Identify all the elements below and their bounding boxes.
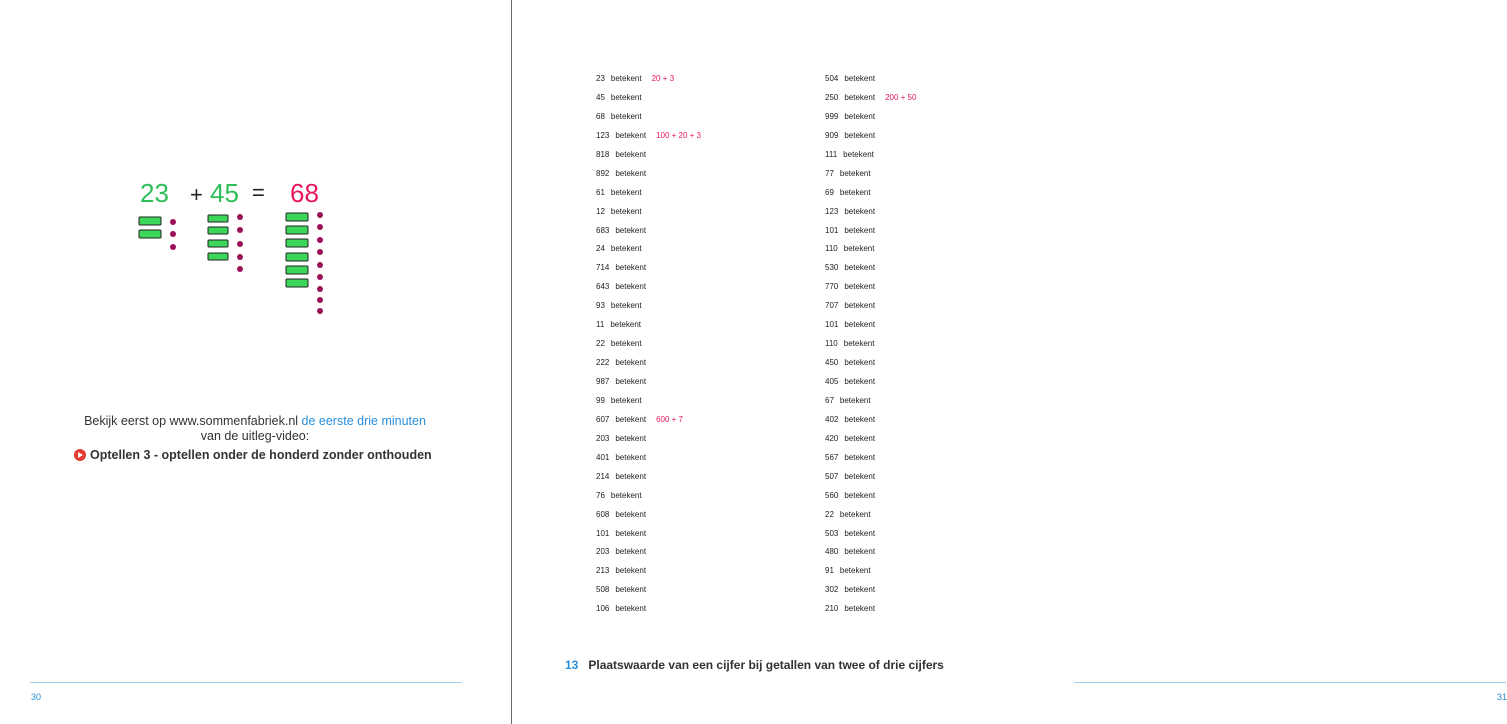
exercise-number: 69 (825, 187, 834, 197)
exercise-row (596, 148, 701, 167)
exercise-word: betekent (844, 282, 876, 292)
exercise-number: 123 (825, 206, 839, 216)
exercise-number: 770 (825, 282, 839, 292)
exercise-row (596, 564, 701, 583)
exercise-word: betekent (610, 490, 642, 500)
exercise-number: 683 (596, 225, 610, 235)
exercise-word: betekent (610, 244, 642, 254)
exercise-word: betekent (615, 377, 647, 386)
exercise-word: betekent (844, 471, 876, 481)
exercise-word: betekent (610, 111, 642, 121)
exercise-number: 999 (825, 111, 839, 121)
exercise-word: betekent (839, 395, 871, 405)
exercise-number: 101 (825, 320, 839, 330)
exercise-word: betekent (610, 74, 642, 83)
exercise-row (825, 205, 916, 224)
exercise-number: 504 (825, 74, 839, 83)
exercise-number: 707 (825, 301, 839, 311)
units-68 (317, 212, 323, 314)
exercise-row (596, 413, 701, 432)
exercise-number: 302 (825, 585, 839, 595)
exercise-number: 22 (825, 509, 834, 519)
exercise-row (825, 602, 916, 621)
play-icon[interactable] (74, 449, 86, 461)
exercise-row (596, 167, 701, 186)
exercise-number: 24 (596, 244, 605, 254)
exercise-number: 22 (596, 339, 605, 349)
exercise-number: 203 (596, 433, 610, 443)
exercise-column-a (596, 72, 701, 621)
exercise-number: 106 (596, 604, 610, 614)
section-number: 13 (565, 658, 579, 672)
exercise-word: betekent (839, 566, 871, 576)
exercise-word: betekent (610, 92, 642, 102)
exercise-word: betekent (844, 547, 876, 557)
exercise-number: 405 (825, 377, 839, 386)
exercise-row (825, 489, 916, 508)
exercise-number: 210 (825, 604, 839, 614)
equation-plus: + (190, 182, 203, 207)
exercise-word: betekent (844, 358, 876, 368)
exercise-word: betekent (615, 225, 647, 235)
exercise-word: betekent (615, 528, 647, 538)
exercise-word: betekent (844, 130, 876, 140)
tens-68 (286, 213, 308, 287)
exercise-row (825, 148, 916, 167)
exercise-number: 45 (596, 92, 605, 102)
exercise-answer: 100 + 20 + 3 (656, 130, 701, 140)
exercise-word: betekent (844, 414, 876, 424)
exercise-word: betekent (615, 471, 647, 481)
units-45 (237, 214, 243, 272)
exercise-word: betekent (615, 358, 647, 368)
exercise-word: betekent (615, 414, 647, 424)
equation-result: 68 (290, 178, 319, 208)
exercise-word: betekent (839, 168, 871, 178)
exercise-row (596, 72, 701, 91)
exercise-number: 401 (596, 452, 610, 462)
exercise-word: betekent (844, 377, 876, 386)
exercise-word: betekent (844, 528, 876, 538)
exercise-row (825, 394, 916, 413)
exercise-word: betekent (610, 187, 642, 197)
exercise-number: 530 (825, 263, 839, 273)
exercise-answer: 20 + 3 (651, 74, 675, 83)
exercise-row (596, 375, 701, 394)
exercise-row (825, 564, 916, 583)
exercise-word: betekent (615, 282, 647, 292)
exercise-word: betekent (844, 604, 876, 614)
exercise-row (825, 470, 916, 489)
video-intro (60, 414, 450, 444)
exercise-row (825, 110, 916, 129)
exercise-number: 250 (825, 92, 839, 102)
exercise-row (596, 261, 701, 280)
exercise-word: betekent (610, 395, 642, 405)
units-23 (170, 219, 176, 250)
exercise-row (825, 508, 916, 527)
section-heading (565, 658, 944, 672)
exercise-word: betekent (844, 433, 876, 443)
exercise-word: betekent (844, 111, 876, 121)
exercise-number: 101 (596, 528, 610, 538)
exercise-number: 110 (825, 339, 838, 349)
intro-link[interactable]: de eerste drie minuten (301, 414, 426, 428)
page-number-right: 31 (1497, 692, 1507, 702)
exercise-word: betekent (844, 74, 876, 83)
exercise-word: betekent (843, 149, 874, 159)
exercise-row (825, 242, 916, 261)
exercise-number: 91 (825, 566, 834, 576)
exercise-row (825, 224, 916, 243)
exercise-number: 213 (596, 566, 610, 576)
exercise-number: 503 (825, 528, 839, 538)
exercise-row (825, 337, 916, 356)
exercise-row (596, 602, 701, 621)
exercise-number: 987 (596, 377, 610, 386)
exercise-answer: 200 + 50 (885, 92, 917, 102)
exercise-row (825, 72, 916, 91)
exercise-word: betekent (843, 244, 875, 254)
exercise-number: 222 (596, 358, 610, 368)
exercise-word: betekent (615, 168, 647, 178)
exercise-row (825, 299, 916, 318)
equation-a: 23 (140, 178, 169, 208)
exercise-row (596, 91, 701, 110)
exercise-number: 507 (825, 471, 839, 481)
exercise-word: betekent (615, 452, 647, 462)
exercise-number: 420 (825, 433, 839, 443)
exercise-row (596, 186, 701, 205)
exercise-number: 93 (596, 301, 605, 311)
exercise-row (596, 470, 701, 489)
exercise-number: 23 (596, 74, 605, 83)
exercise-word: betekent (844, 585, 876, 595)
exercise-row (596, 394, 701, 413)
exercise-row (596, 110, 701, 129)
exercise-number: 110 (825, 244, 838, 254)
exercise-number: 643 (596, 282, 610, 292)
exercise-word: betekent (844, 452, 876, 462)
exercise-row (825, 527, 916, 546)
exercise-number: 77 (825, 168, 834, 178)
exercise-word: betekent (615, 130, 647, 140)
exercise-row (596, 583, 701, 602)
exercise-number: 11 (596, 320, 605, 330)
exercise-word: betekent (844, 301, 876, 311)
exercise-number: 508 (596, 585, 610, 595)
footer-divider (1074, 682, 1506, 683)
exercise-row (825, 186, 916, 205)
exercise-row (825, 413, 916, 432)
exercise-word: betekent (844, 320, 876, 330)
exercise-word: betekent (610, 339, 642, 349)
place-value-illustration (130, 172, 340, 322)
exercise-answer: 600 + 7 (656, 414, 683, 424)
exercise-row (596, 318, 701, 337)
exercise-number: 101 (825, 225, 839, 235)
exercise-row (825, 545, 916, 564)
exercise-row (596, 299, 701, 318)
exercise-row (596, 129, 701, 148)
exercise-column-b (825, 72, 916, 621)
exercise-number: 203 (596, 547, 610, 557)
exercise-number: 214 (596, 471, 610, 481)
exercise-row (825, 280, 916, 299)
exercise-number: 450 (825, 358, 839, 368)
exercise-row (596, 356, 701, 375)
exercise-word: betekent (839, 187, 871, 197)
exercise-row (596, 527, 701, 546)
exercise-number: 67 (825, 395, 834, 405)
exercise-word: betekent (844, 225, 876, 235)
tens-45 (208, 215, 228, 260)
exercise-number: 68 (596, 111, 605, 121)
exercise-word: betekent (615, 604, 647, 614)
exercise-number: 909 (825, 130, 839, 140)
exercise-number: 12 (596, 206, 605, 216)
section-title: Plaatswaarde van een cijfer bij getallen van twee of drie cijfers (588, 658, 944, 672)
exercise-word: betekent (844, 263, 876, 273)
exercise-row (596, 280, 701, 299)
exercise-number: 818 (596, 149, 610, 159)
exercise-word: betekent (610, 301, 642, 311)
exercise-row (596, 205, 701, 224)
equation-equals: = (252, 180, 265, 205)
exercise-word: betekent (844, 92, 876, 102)
exercise-word: betekent (615, 547, 647, 557)
exercise-number: 607 (596, 414, 610, 424)
exercise-word: betekent (844, 490, 876, 500)
video-link[interactable] (74, 448, 432, 462)
exercise-row (596, 489, 701, 508)
exercise-number: 714 (596, 263, 610, 273)
right-page (512, 0, 1507, 724)
exercise-word: betekent (615, 149, 647, 159)
equation-b: 45 (210, 178, 239, 208)
exercise-row (596, 545, 701, 564)
page-number-left: 30 (31, 692, 42, 702)
exercise-word: betekent (839, 509, 871, 519)
exercise-word: betekent (615, 566, 647, 576)
exercise-row (596, 242, 701, 261)
exercise-word: betekent (615, 585, 647, 595)
exercise-word: betekent (615, 509, 647, 519)
exercise-word: betekent (615, 433, 647, 443)
exercise-number: 61 (596, 187, 605, 197)
exercise-number: 480 (825, 547, 839, 557)
exercise-row (596, 337, 701, 356)
exercise-number: 608 (596, 509, 610, 519)
exercise-row (825, 167, 916, 186)
intro-prefix: Bekijk eerst op www.sommenfabriek.nl (84, 414, 302, 428)
exercise-number: 402 (825, 414, 839, 424)
exercise-number: 99 (596, 395, 605, 405)
exercise-word: betekent (615, 263, 647, 273)
video-title-text[interactable]: Optellen 3 - optellen onder de honderd zonder onthouden (90, 448, 432, 462)
exercise-row (825, 432, 916, 451)
exercise-word: betekent (844, 206, 876, 216)
exercise-row (596, 432, 701, 451)
exercise-word: betekent (843, 339, 875, 349)
exercise-number: 567 (825, 452, 839, 462)
footer-divider (30, 682, 462, 683)
exercise-number: 76 (596, 490, 605, 500)
exercise-row (596, 508, 701, 527)
exercise-number: 123 (596, 130, 610, 140)
exercise-row (825, 261, 916, 280)
exercise-row (825, 91, 916, 110)
exercise-row (825, 356, 916, 375)
exercise-row (596, 451, 701, 470)
exercise-word: betekent (610, 320, 642, 330)
left-page (0, 0, 512, 724)
exercise-row (825, 318, 916, 337)
exercise-row (596, 224, 701, 243)
exercise-number: 892 (596, 168, 610, 178)
tens-23 (139, 217, 161, 238)
exercise-word: betekent (610, 206, 642, 216)
exercise-number: 111 (825, 149, 838, 159)
exercise-row (825, 375, 916, 394)
exercise-row (825, 451, 916, 470)
exercise-row (825, 583, 916, 602)
intro-suffix: van de uitleg-video: (200, 429, 310, 443)
exercise-number: 560 (825, 490, 839, 500)
exercise-row (825, 129, 916, 148)
